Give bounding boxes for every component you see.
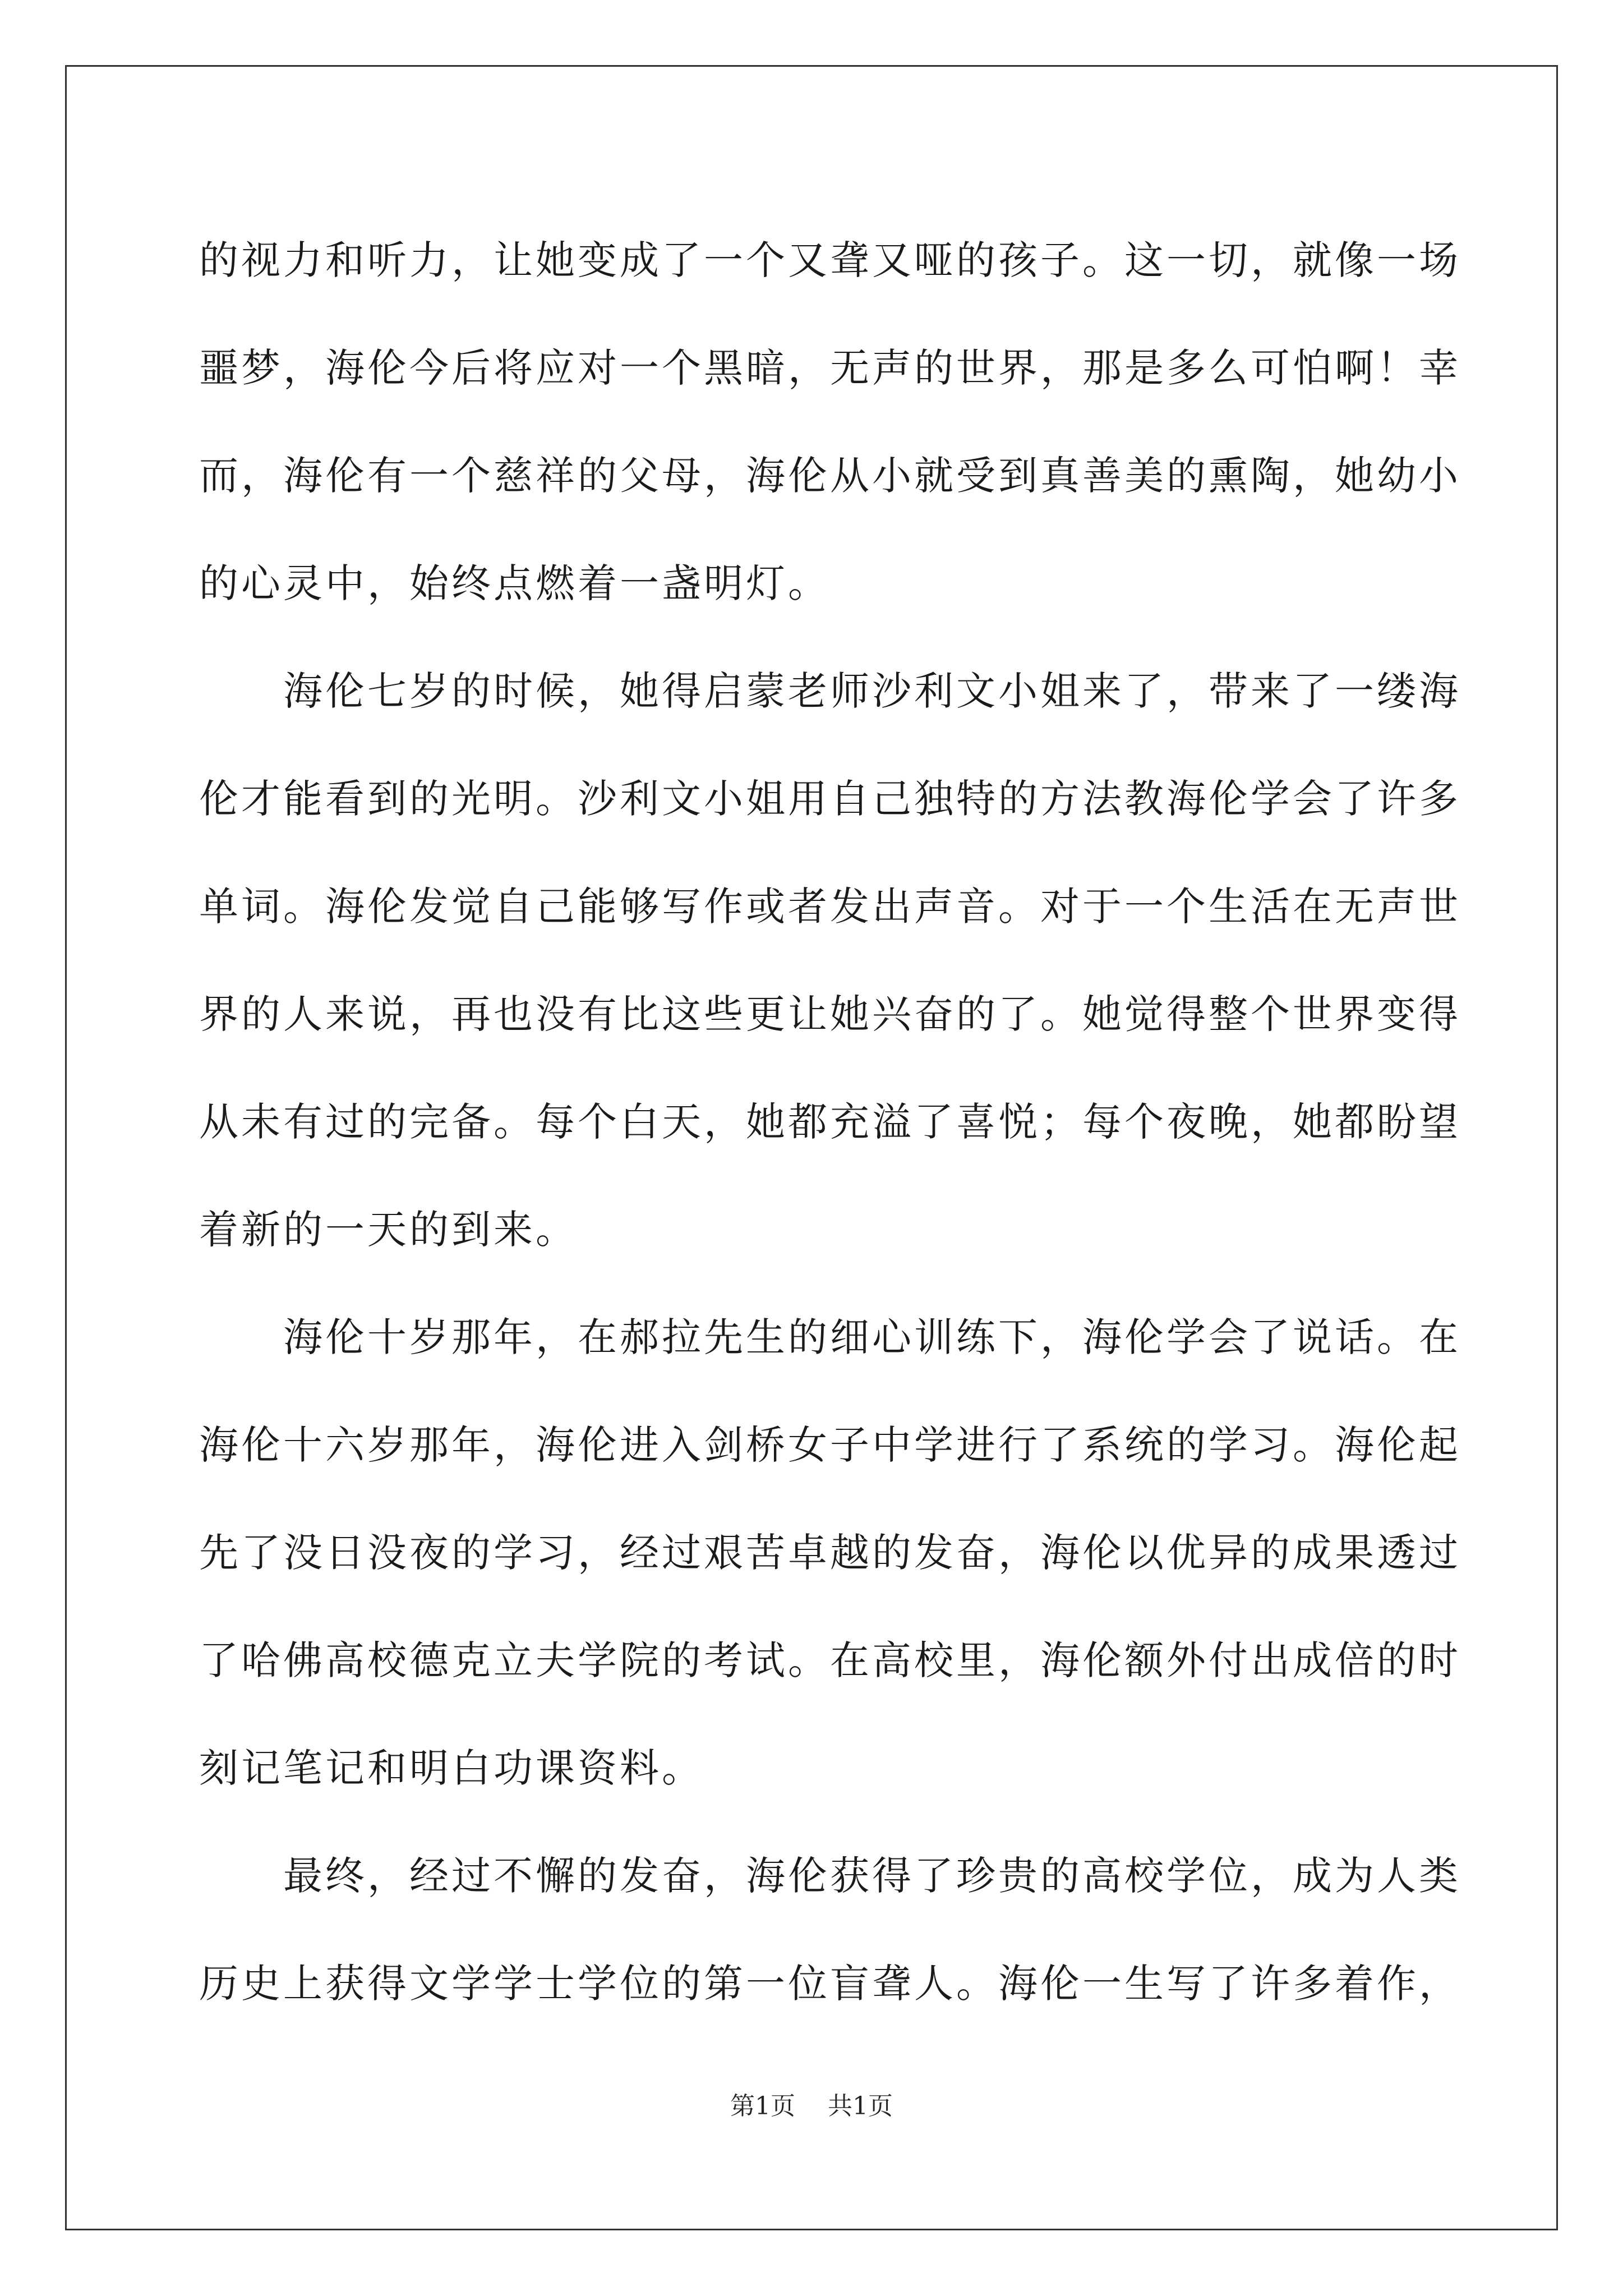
- text-line: 而，海伦有一个慈祥的父母，海伦从小就受到真善美的熏陶，她幼小: [199, 453, 1461, 499]
- text-line: 噩梦，海伦今后将应对一个黑暗，无声的世界，那是多么可怕啊！幸: [199, 345, 1461, 391]
- text-line: 刻记笔记和明白功课资料。: [199, 1745, 704, 1791]
- page-total: 共1页: [828, 2092, 893, 2120]
- text-line: 界的人来说，再也没有比这些更让她兴奋的了。她觉得整个世界变得: [199, 991, 1461, 1037]
- text-line: 单词。海伦发觉自己能够写作或者发出声音。对于一个生活在无声世: [199, 884, 1461, 930]
- document-body: [199, 206, 1461, 2037]
- text-line: 最终，经过不懈的发奋，海伦获得了珍贵的高校学位，成为人类: [283, 1853, 1461, 1899]
- text-line: 海伦七岁的时候，她得启蒙老师沙利文小姐来了，带来了一缕海: [283, 668, 1461, 714]
- text-line: 从未有过的完备。每个白天，她都充溢了喜悦；每个夜晚，她都盼望: [199, 1099, 1461, 1145]
- text-line: 伦才能看到的光明。沙利文小姐用自己独特的方法教海伦学会了许多: [199, 776, 1461, 822]
- text-line: 着新的一天的到来。: [199, 1207, 578, 1253]
- text-line: 的视力和听力，让她变成了一个又聋又哑的孩子。这一切，就像一场: [199, 237, 1461, 283]
- page-number: 第1页: [730, 2092, 795, 2120]
- page-footer: [0, 2090, 1623, 2123]
- text-line: 先了没日没夜的学习，经过艰苦卓越的发奋，海伦以优异的成果透过: [199, 1530, 1461, 1576]
- text-line: 了哈佛高校德克立夫学院的考试。在高校里，海伦额外付出成倍的时: [199, 1637, 1461, 1683]
- text-line: 海伦十岁那年，在郝拉先生的细心训练下，海伦学会了说话。在: [283, 1314, 1461, 1360]
- text-line: 历史上获得文学学士学位的第一位盲聋人。海伦一生写了许多着作，: [199, 1961, 1461, 2007]
- text-line: 海伦十六岁那年，海伦进入剑桥女子中学进行了系统的学习。海伦起: [199, 1422, 1461, 1468]
- text-line: 的心灵中，始终点燃着一盏明灯。: [199, 560, 830, 606]
